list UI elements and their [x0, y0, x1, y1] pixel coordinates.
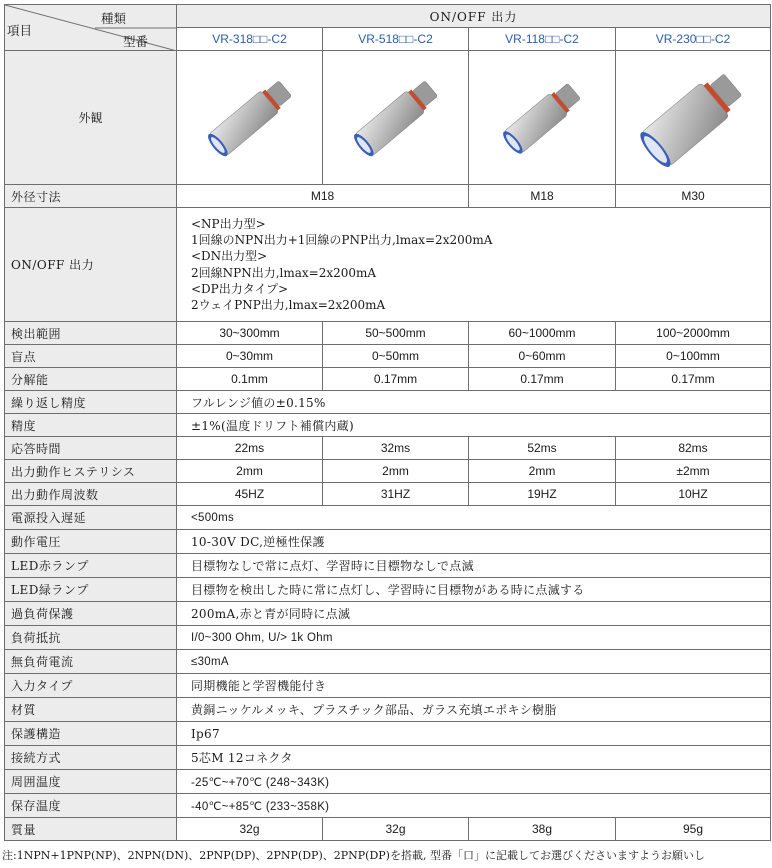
model-name: VR-518□□-C2 [323, 28, 469, 51]
row-label: 入力タイプ [5, 674, 177, 698]
sensor-m30-image [628, 56, 758, 180]
sensor-m18-long-image [336, 58, 456, 178]
row-value: 32g [177, 818, 323, 841]
model-name: VR-318□□-C2 [177, 28, 323, 51]
row-value: 38g [469, 818, 616, 841]
row-value: 50~500mm [323, 322, 469, 345]
appearance-image-cell [177, 51, 323, 185]
output-line: 2回線NPN出力,lmax=2x200mA [191, 265, 377, 280]
row-value: 2mm [177, 460, 323, 483]
row-value: -40℃~+85℃ (233~358K) [177, 794, 771, 818]
row-value: 2mm [469, 460, 616, 483]
row-value: 52ms [469, 437, 616, 460]
row-value: M18 [177, 185, 469, 208]
onoff-output-description [177, 208, 771, 322]
row-value: 0~100mm [616, 345, 771, 368]
row-value: 0.17mm [323, 368, 469, 391]
row-value: 目標物を検出した時に常に点灯し、学習時に目標物がある時に点滅する [177, 578, 771, 602]
row-value: 82ms [616, 437, 771, 460]
appearance-image-cell [469, 51, 616, 185]
row-value: 0.1mm [177, 368, 323, 391]
row-value: 200mA,赤と青が同時に点滅 [177, 602, 771, 626]
row-value: M18 [469, 185, 616, 208]
output-line: <DN出力型> [191, 249, 268, 264]
row-label: 質量 [5, 818, 177, 841]
row-value: Ip67 [177, 722, 771, 746]
row-value: 10-30V DC,逆極性保護 [177, 530, 771, 554]
row-label: 出力動作ヒステリシス [5, 460, 177, 483]
row-label: 繰り返し精度 [5, 391, 177, 414]
row-label: 保存温度 [5, 794, 177, 818]
row-value: 32g [323, 818, 469, 841]
row-label: 無負荷電流 [5, 650, 177, 674]
row-label: 応答時間 [5, 437, 177, 460]
row-value: <500ms [177, 506, 771, 530]
row-value: 45HZ [177, 483, 323, 506]
row-value: M30 [616, 185, 771, 208]
row-value: 60~1000mm [469, 322, 616, 345]
row-value: 0~60mm [469, 345, 616, 368]
row-value: 10HZ [616, 483, 771, 506]
row-value: 5芯M 12コネクタ [177, 746, 771, 770]
row-label: 出力動作周波数 [5, 483, 177, 506]
header-group-title: ON/OFF 出力 [177, 5, 771, 28]
row-value: 19HZ [469, 483, 616, 506]
row-value: 0.17mm [616, 368, 771, 391]
row-label: 検出範囲 [5, 322, 177, 345]
row-label: 負荷抵抗 [5, 626, 177, 650]
spec-table [4, 4, 771, 841]
row-label: LED緑ランプ [5, 578, 177, 602]
row-value: 同期機能と学習機能付き [177, 674, 771, 698]
row-label: LED赤ランプ [5, 554, 177, 578]
row-value: 22ms [177, 437, 323, 460]
row-label: 動作電圧 [5, 530, 177, 554]
row-label: 外径寸法 [5, 185, 177, 208]
sensor-m18-long-image [190, 58, 310, 178]
row-label: 保護構造 [5, 722, 177, 746]
row-value: ≤30mA [177, 650, 771, 674]
row-value: 黄銅ニッケルメッキ、プラスチック部品、ガラス充填エポキシ樹脂 [177, 698, 771, 722]
row-label: 盲点 [5, 345, 177, 368]
header-corner [5, 5, 177, 51]
row-label: 周囲温度 [5, 770, 177, 794]
appearance-image-cell [323, 51, 469, 185]
header-item-label: 項目 [7, 23, 33, 38]
row-value: 0.17mm [469, 368, 616, 391]
row-label: 接続方式 [5, 746, 177, 770]
row-value: 32ms [323, 437, 469, 460]
row-value: ±1%(温度ドリフト補償内蔵) [177, 414, 771, 437]
row-label: 分解能 [5, 368, 177, 391]
row-value: フルレンジ値の±0.15% [177, 391, 771, 414]
row-value: 31HZ [323, 483, 469, 506]
sensor-m18-short-image [482, 58, 602, 178]
row-value: 0~30mm [177, 345, 323, 368]
row-label: 精度 [5, 414, 177, 437]
appearance-image-cell [616, 51, 771, 185]
model-name: VR-230□□-C2 [616, 28, 771, 51]
row-label: 材質 [5, 698, 177, 722]
output-line: <NP出力型> [191, 216, 266, 231]
output-line: 2ウェイPNP出力,lmax=2x200mA [191, 298, 386, 313]
row-label: ON/OFF 出力 [5, 208, 177, 322]
appearance-label: 外観 [5, 51, 177, 185]
row-value: 2mm [323, 460, 469, 483]
model-name: VR-118□□-C2 [469, 28, 616, 51]
output-line: 1回線のNPN出力+1回線のPNP出力,lmax=2x200mA [191, 232, 493, 247]
row-value: -25℃~+70℃ (248~343K) [177, 770, 771, 794]
header-type-label: 種類 [101, 11, 127, 26]
row-value: 100~2000mm [616, 322, 771, 345]
row-value: ±2mm [616, 460, 771, 483]
row-value: 0~50mm [323, 345, 469, 368]
row-label: 電源投入遅延 [5, 506, 177, 530]
footnote: 注:1NPN+1PNP(NP)、2NPN(DN)、2PNP(DP)、2PNP(DP)、2PNP(DP)を搭載, 型番「口」に記載してお選びくださいますようお願いし [2, 849, 705, 862]
header-model-label: 型番 [123, 34, 149, 49]
row-value: 目標物なしで常に点灯、学習時に目標物なしで点滅 [177, 554, 771, 578]
row-label: 過負荷保護 [5, 602, 177, 626]
row-value: I/0~300 Ohm, U/> 1k Ohm [177, 626, 771, 650]
row-value: 95g [616, 818, 771, 841]
output-line: <DP出力タイプ> [191, 281, 289, 296]
row-value: 30~300mm [177, 322, 323, 345]
